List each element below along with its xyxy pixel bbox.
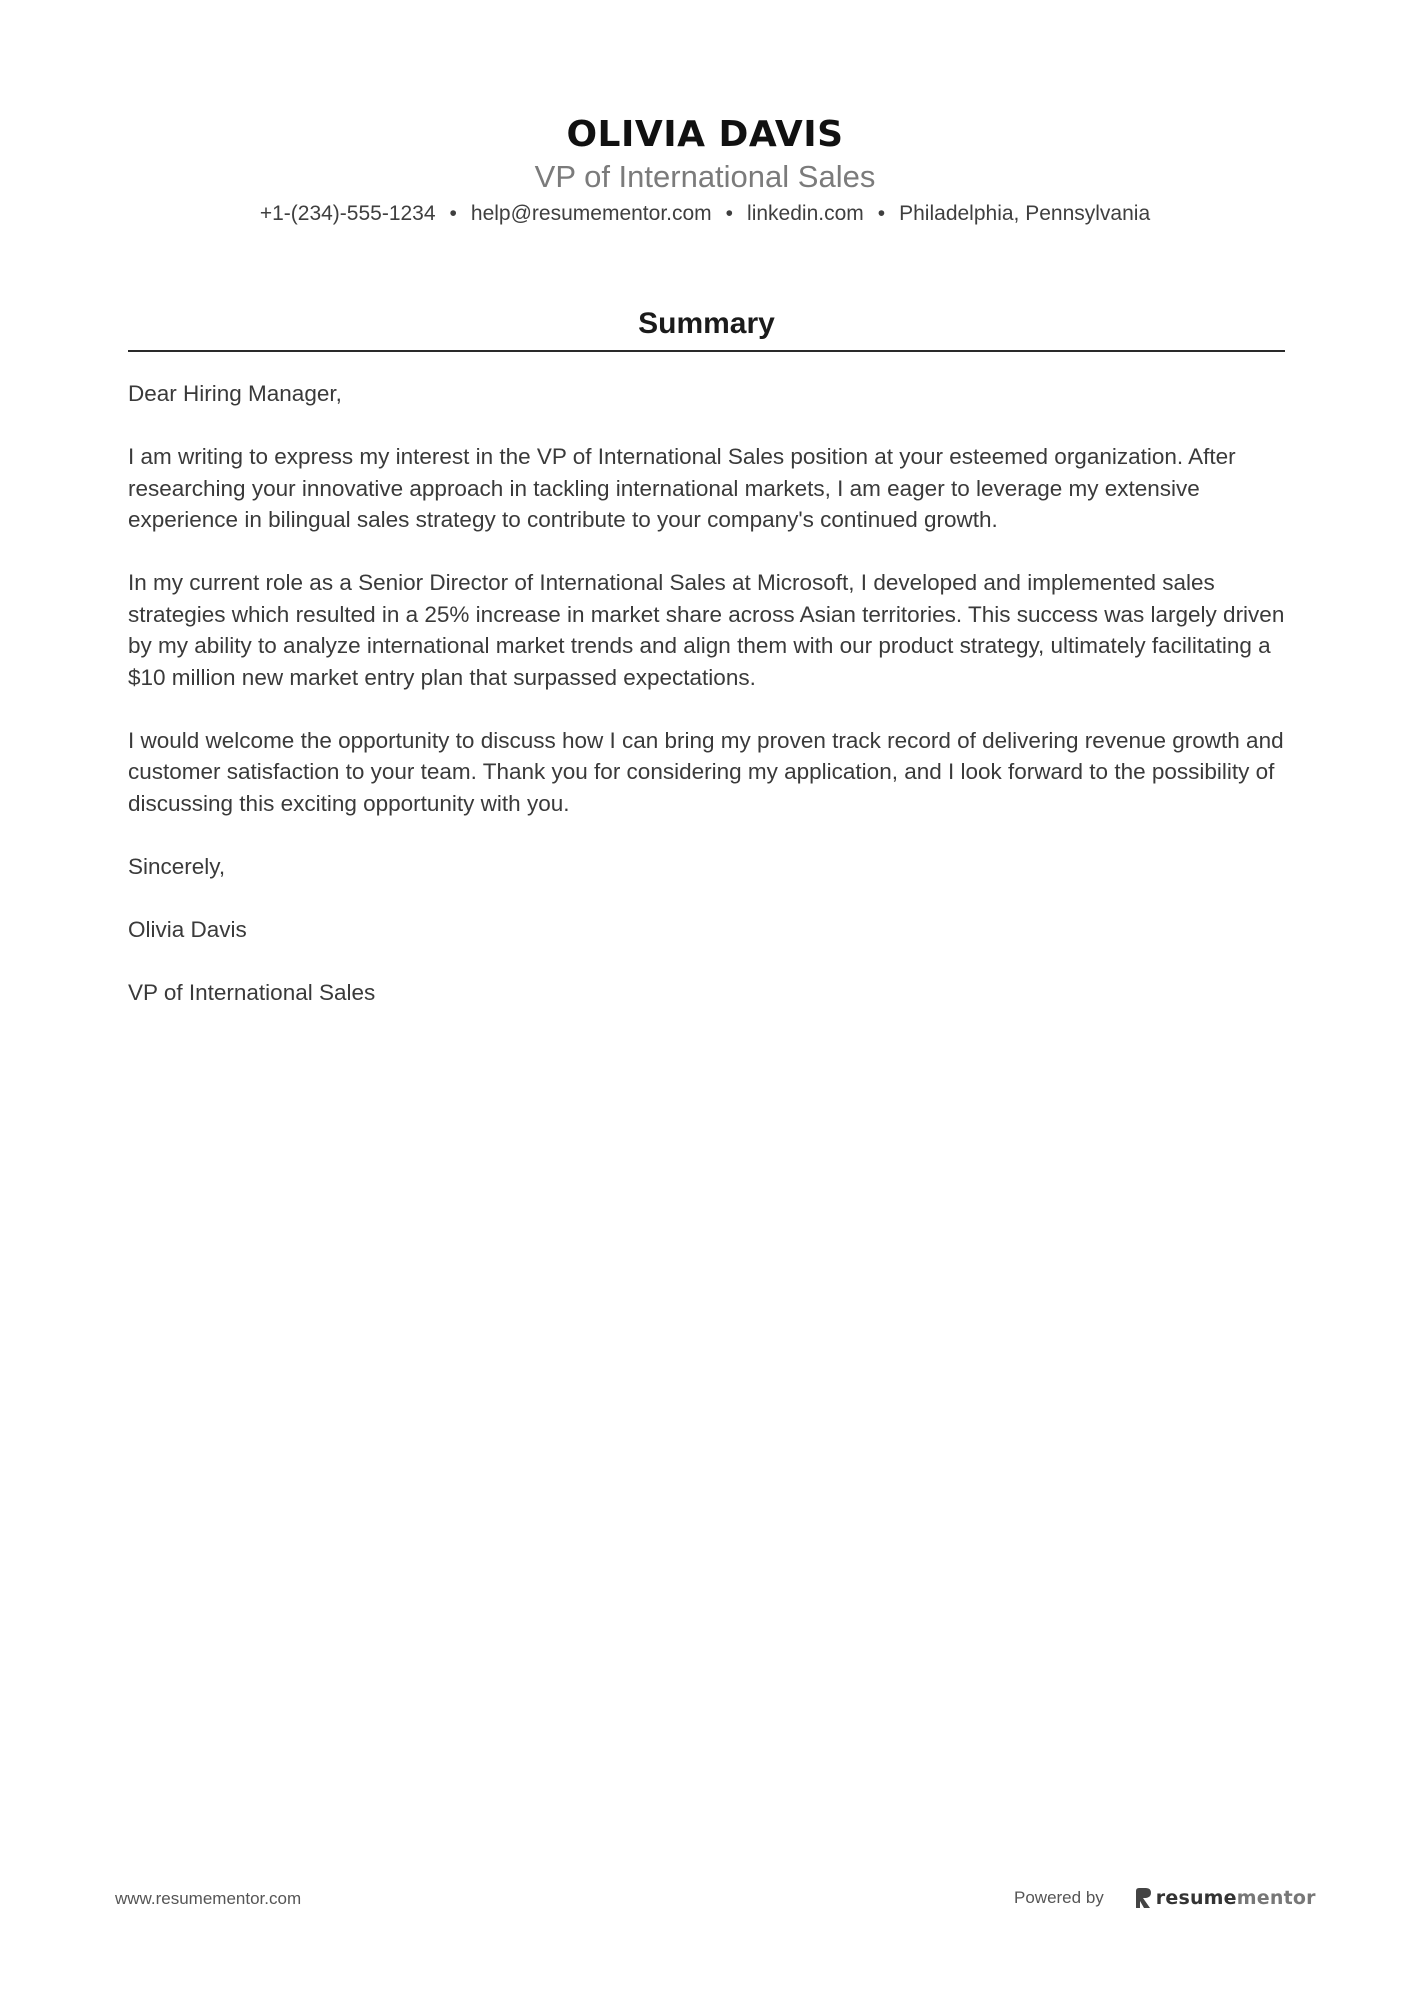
letter-paragraph: I am writing to express my interest in the VP of International Sales position at your esteemed organization. After researching your innovative approach in tackling international markets, I am eager to leverage my extensive experience in bilingual sales strategy to contribute to your company's continued growth. [128, 444, 1236, 532]
header [0, 112, 1410, 228]
brand-wordmark [1156, 1887, 1316, 1909]
contact-linkedin[interactable]: linkedin.com [747, 202, 864, 225]
brand-wordmark-part1: resume [1155, 1887, 1237, 1909]
footer-branding [1014, 1882, 1316, 1914]
section-title: Summary [638, 307, 775, 340]
contact-location: Philadelphia, Pennsylvania [899, 202, 1151, 225]
contact-phone: +1-(234)-555-1234 [259, 202, 436, 225]
salutation: Dear Hiring Manager, [128, 381, 342, 406]
brand-logo[interactable] [1134, 1887, 1316, 1909]
contact-separator: • [725, 202, 734, 225]
signature-name: Olivia Davis [128, 916, 247, 942]
section-divider [128, 350, 1285, 352]
signature-title: VP of International Sales [128, 979, 376, 1005]
letter-paragraph: I would welcome the opportunity to discuss how I can bring my proven track record of delivering revenue growth and customer satisfaction to your team. Thank you for considering my application, and I look forward to the possibility of discussing this exciting opportunity with you. [128, 727, 1284, 816]
powered-by-label: Powered by [1014, 1888, 1104, 1907]
contact-separator: • [449, 202, 457, 225]
letter-paragraph: In my current role as a Senior Director of International Sales at Microsoft, I developed and implemented sales strategies which resulted in a 25% increase in market share across Asian territories. This success was largely driven by my ability to analyze international market trends and align them with our product strategy, ultimately facilitating a $10 million new market entry plan that surpassed expectations. [128, 570, 1285, 690]
contact-separator: • [877, 202, 886, 225]
letter-body [128, 378, 1290, 1040]
contact-email[interactable]: help@resumementor.com [470, 202, 712, 225]
brand-wordmark-part2: mentor [1236, 1887, 1316, 1909]
candidate-title: VP of International Sales [534, 159, 876, 194]
closing: Sincerely, [128, 853, 226, 879]
footer-website[interactable]: www.resumementor.com [115, 1889, 302, 1908]
contact-line [0, 200, 1410, 228]
candidate-name: OLIVIA DAVIS [566, 114, 844, 155]
resumementor-logo-icon [1134, 1887, 1152, 1909]
